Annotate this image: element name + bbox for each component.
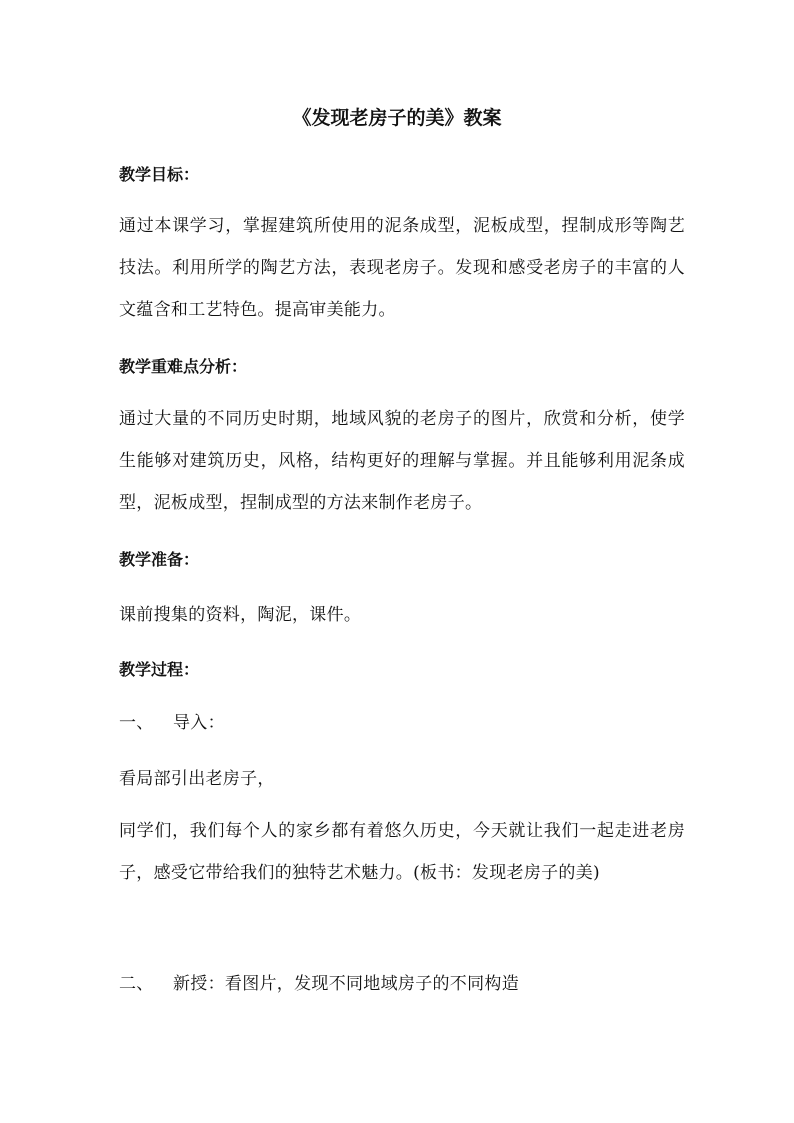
step-1-line: 看局部引出老房子， xyxy=(119,769,275,789)
step-2-heading xyxy=(119,970,519,998)
preparation-heading: 教学准备： xyxy=(119,550,200,569)
preparation-text: 课前搜集的资料，陶泥，课件。 xyxy=(119,605,362,625)
analysis-heading: 教学重难点分析： xyxy=(119,357,248,376)
process-heading: 教学过程： xyxy=(119,660,200,679)
step-1-title: 导入： xyxy=(173,713,225,733)
step-2-number: 二、 xyxy=(119,974,154,994)
step-1-number: 一、 xyxy=(119,713,154,733)
step-1-heading xyxy=(119,709,225,737)
goals-heading: 教学目标： xyxy=(119,165,200,184)
step-2-title: 新授：看图片，发现不同地域房子的不同构造 xyxy=(173,974,519,994)
goals-paragraph: 通过本课学习，掌握建筑所使用的泥条成型，泥板成型，捏制成形等陶艺技法。利用所学的陶艺方法，表现老房子。发现和感受老房子的丰富的人文蕴含和工艺特色。提高审美能力。 xyxy=(119,216,685,320)
document-title: 《发现老房子的美》教案 xyxy=(292,107,502,129)
analysis-paragraph: 通过大量的不同历史时期，地域风貌的老房子的图片，欣赏和分析，使学生能够对建筑历史，风格，结构更好的理解与掌握。并且能够利用泥条成型，泥板成型，捏制成型的方法来制作老房子。 xyxy=(119,409,685,513)
step-1-paragraph: 同学们，我们每个人的家乡都有着悠久历史，今天就让我们一起走进老房子，感受它带给我们的独特艺术魅力。(板书：发现老房子的美) xyxy=(119,821,685,883)
